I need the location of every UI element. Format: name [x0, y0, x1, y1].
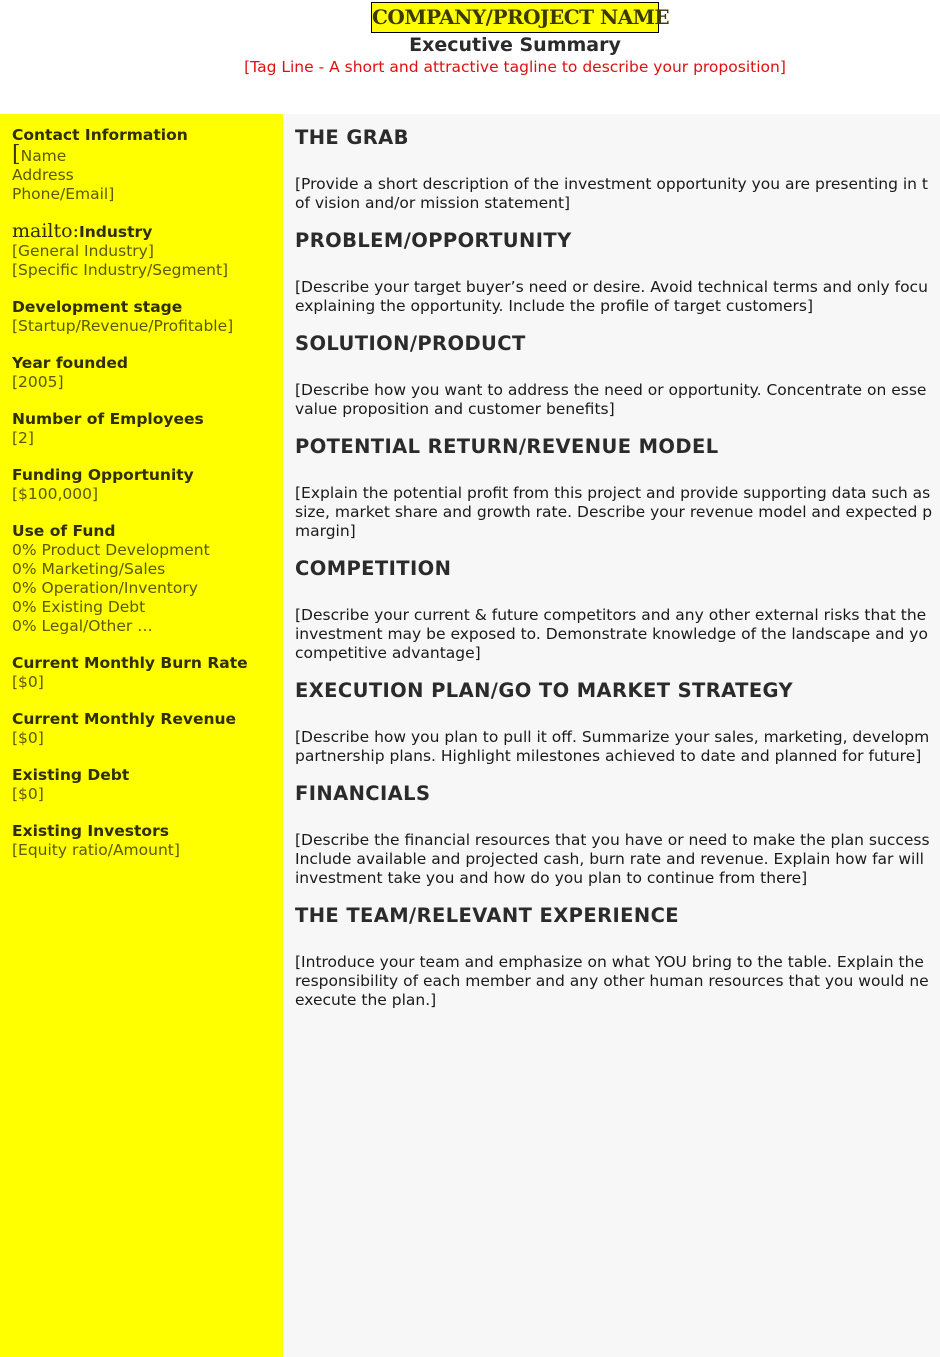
sidebar-block-label: Development stage [12, 298, 183, 316]
section-title: FINANCIALS [295, 782, 431, 805]
sidebar-block-value: 0% Product Development 0% Marketing/Sales 0% Operation/Inventory 0% Existing Debt 0% Legal/Other … [12, 541, 210, 635]
sidebar-block [12, 522, 283, 636]
section [295, 782, 940, 888]
section-title: COMPETITION [295, 557, 452, 580]
section [295, 557, 940, 663]
industry-block [12, 222, 283, 280]
contact-bracket: [ [12, 142, 21, 167]
section [295, 679, 940, 766]
sections-list [295, 126, 940, 1010]
sidebar-block-label: Existing Debt [12, 766, 130, 784]
sidebar-block-value: [$0] [12, 785, 44, 803]
contact-block [12, 126, 283, 204]
summary-title: Executive Summary [409, 34, 621, 56]
section-title: EXECUTION PLAN/GO TO MARKET STRATEGY [295, 679, 794, 702]
sidebar-block-value: [Startup/Revenue/Profitable] [12, 317, 234, 335]
contact-phone-email: Phone/Email] [12, 185, 115, 203]
sidebar-block [12, 354, 283, 392]
contact-name: Name [20, 147, 67, 165]
section-body: [Describe your target buyer’s need or desire. Avoid technical terms and only focu explaining the opportunity. Include the profile of target customers] [295, 278, 928, 315]
section [295, 126, 940, 213]
sidebar-block [12, 766, 283, 804]
sidebar-block-value: [$0] [12, 729, 44, 747]
section-title: THE GRAB [295, 126, 409, 149]
main-content [283, 114, 940, 1357]
sidebar-block-label: Current Monthly Revenue [12, 710, 237, 728]
sidebar-block-label: Year founded [12, 354, 128, 372]
section-body: [Describe your current & future competitors and any other external risks that the investment may be exposed to. Demonstrate knowledge of the landscape and yo competitive advantage] [295, 606, 928, 662]
sidebar-block-value: [2] [12, 429, 34, 447]
sidebar-block-value: [Equity ratio/Amount] [12, 841, 180, 859]
section-title: POTENTIAL RETURN/REVENUE MODEL [295, 435, 719, 458]
section-body: [Describe how you plan to pull it off. Summarize your sales, marketing, developm partnership plans. Highlight milestones achieved to date and planned for future] [295, 728, 930, 765]
contact-name-line [12, 142, 283, 167]
section [295, 435, 940, 541]
industry-label-line [12, 222, 283, 242]
sidebar-block [12, 466, 283, 504]
sidebar-blocks [12, 298, 283, 860]
company-name: COMPANY/PROJECT NAME [371, 2, 659, 33]
contact-address: Address [12, 166, 74, 184]
sidebar-block-label: Number of Employees [12, 410, 204, 428]
sidebar-block-value: [2005] [12, 373, 64, 391]
sidebar-block-label: Use of Fund [12, 522, 116, 540]
document-header [0, 0, 940, 112]
section [295, 229, 940, 316]
industry-label: Industry [78, 223, 153, 241]
sidebar-block-value: [$100,000] [12, 485, 99, 503]
section-title: SOLUTION/PRODUCT [295, 332, 526, 355]
section [295, 904, 940, 1010]
sidebar-block [12, 710, 283, 748]
sidebar-block [12, 410, 283, 448]
tagline: [Tag Line - A short and attractive tagline to describe your proposition] [244, 58, 786, 76]
sidebar [0, 114, 283, 1357]
sidebar-block-label: Current Monthly Burn Rate [12, 654, 248, 672]
section-body: [Provide a short description of the investment opportunity you are presenting in t of vision and/or mission statement] [295, 175, 928, 212]
section-body: [Describe how you want to address the need or opportunity. Concentrate on esse value proposition and customer benefits] [295, 381, 927, 418]
section-body: [Introduce your team and emphasize on what YOU bring to the table. Explain the responsibility of each member and any other human resources that you would ne execute the plan.] [295, 953, 929, 1009]
section-body: [Explain the potential profit from this project and provide supporting data such as size, market share and growth rate. Describe your revenue model and expected p margin] [295, 484, 933, 540]
section [295, 332, 940, 419]
sidebar-block [12, 298, 283, 336]
sidebar-block [12, 654, 283, 692]
sidebar-block-label: Funding Opportunity [12, 466, 194, 484]
section-body: [Describe the financial resources that you have or need to make the plan success Include available and projected cash, burn rate and revenue. Explain how far will investment take you and how do you plan to continue from there] [295, 831, 930, 887]
industry-value: [General Industry] [Specific Industry/Segment] [12, 242, 229, 279]
section-title: THE TEAM/RELEVANT EXPERIENCE [295, 904, 680, 927]
sidebar-block-label: Existing Investors [12, 822, 169, 840]
mailto-prefix: mailto: [12, 220, 79, 242]
contact-label: Contact Information [12, 126, 188, 144]
section-title: PROBLEM/OPPORTUNITY [295, 229, 572, 252]
sidebar-block-value: [$0] [12, 673, 44, 691]
sidebar-block [12, 822, 283, 860]
